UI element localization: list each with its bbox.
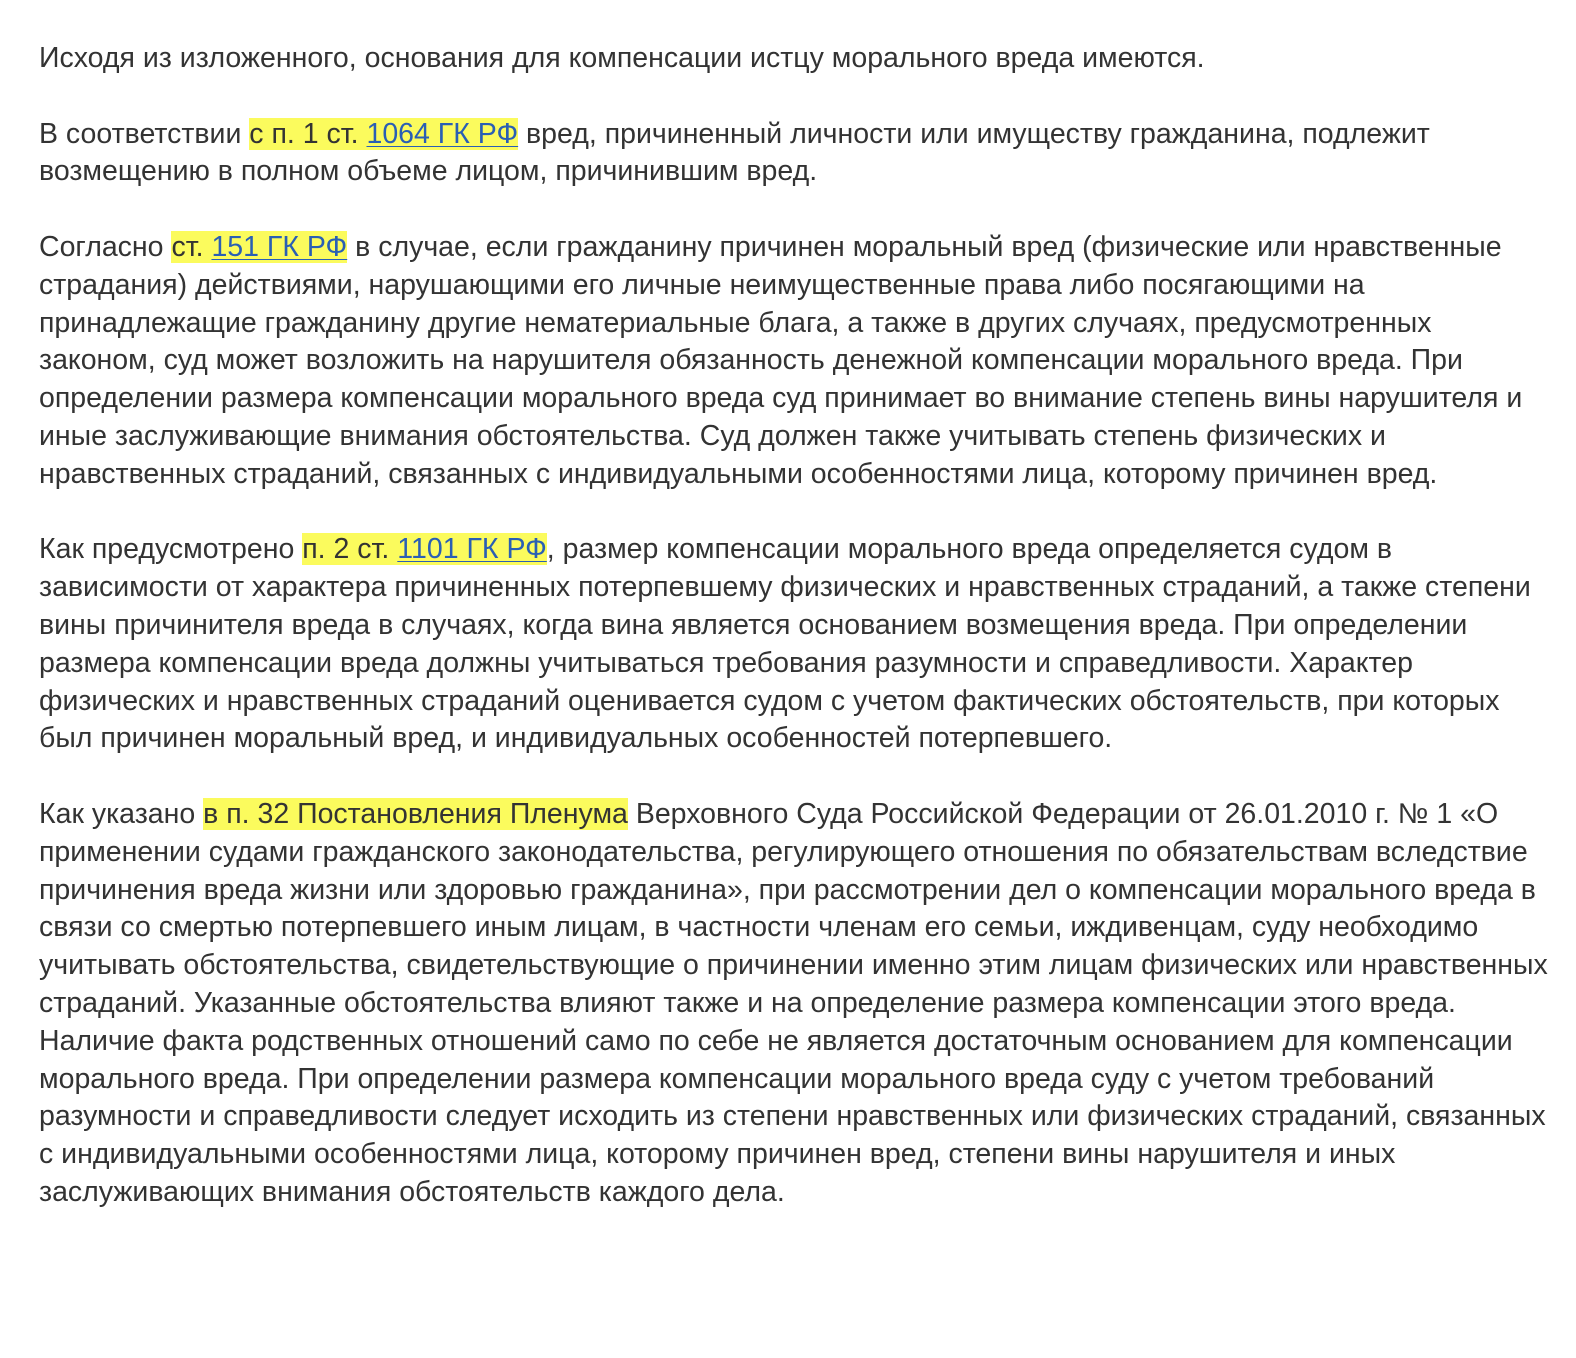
paragraph-2 <box>39 116 1549 192</box>
link-1101-gk-rf[interactable]: 1101 ГК РФ <box>397 533 547 566</box>
paragraph-5-body: Верховного Суда Российской Федерации от 26.01.2010 г. № 1 «О применении судами гражданского законодательства, регулирующего отношения по обязательствам вследствие причинения вреда жизни или здоровью гражданина», при рассмотрении дел о компенсации морального вреда в связи со смертью потерпевшего иным лицам, в частности членам его семьи, иждивенцам, суду необходимо учитывать обстоятельства, свидетельствующие о причинении именно этим лицам физических или нравственных страданий. Указанные обстоятельства влияют также и на определение размера компенсации этого вреда. Наличие факта родственных отношений само по себе не является достаточным основанием для компенсации морального вреда. При определении размера компенсации морального вреда суду с учетом требований разумности и справедливости следует исходить из степени нравственных или физических страданий, связанных с индивидуальными особенностями лица, которому причинен вред, степени вины нарушителя и иных заслуживающих внимания обстоятельств каждого дела. <box>39 797 1548 1208</box>
citation-prefix-151: ст. <box>171 230 212 263</box>
paragraph-1-text: Исходя из изложенного, основания для компенсации истцу морального вреда имеются. <box>39 42 1205 74</box>
citation-highlight-1064 <box>249 118 518 150</box>
citation-highlight-151 <box>171 231 347 263</box>
paragraph-3-lead: Согласно <box>39 230 172 263</box>
paragraph-4-body: , размер компенсации морального вреда определяется судом в зависимости от характера причиненных потерпевшему физических и нравственных страданий, а также степени вины причинителя вреда в случаях, когда вина является основанием возмещения вреда. При определении размера компенсации вреда должны учитываться требования разумности и справедливости. Характер физических и нравственных страданий оценивается судом с учетом фактических обстоятельств, при которых был причинен моральный вред, и индивидуальных особенностей потерпевшего. <box>39 533 1531 755</box>
paragraph-3-body: в случае, если гражданину причинен моральный вред (физические или нравственные страдания) действиями, нарушающими его личные неимущественные права либо посягающими на принадлежащие гражданину другие нематериальные блага, а также в других случаях, предусмотренных законом, суд может возложить на нарушителя обязанность денежной компенсации морального вреда. При определении размера компенсации морального вреда суд принимает во внимание степень вины нарушителя и иные заслуживающие внимания обстоятельства. Суд должен также учитывать степень физических и нравственных страданий, связанных с индивидуальными особенностями лица, которому причинен вред. <box>39 230 1523 490</box>
paragraph-3 <box>39 229 1549 494</box>
paragraph-4-lead: Как предусмотрено <box>39 533 303 566</box>
citation-highlight-plenum: в п. 32 Постановления Пленума <box>203 797 628 830</box>
paragraph-2-body: вред, причиненный личности или имуществу гражданина, подлежит возмещению в полном объеме лицом, причинившим вред. <box>39 117 1430 188</box>
document-body <box>39 40 1549 1250</box>
paragraph-1 <box>39 40 1549 78</box>
paragraph-4 <box>39 531 1549 758</box>
citation-prefix-1101: п. 2 ст. <box>302 533 398 566</box>
paragraph-5 <box>39 796 1549 1212</box>
link-1064-gk-rf[interactable]: 1064 ГК РФ <box>366 117 519 150</box>
link-151-gk-rf[interactable]: 151 ГК РФ <box>211 230 348 263</box>
citation-prefix-1064: с п. 1 ст. <box>249 117 367 150</box>
citation-highlight-1101 <box>302 533 547 565</box>
paragraph-5-lead: Как указано <box>39 797 204 830</box>
paragraph-2-lead: В соответствии <box>39 117 250 150</box>
